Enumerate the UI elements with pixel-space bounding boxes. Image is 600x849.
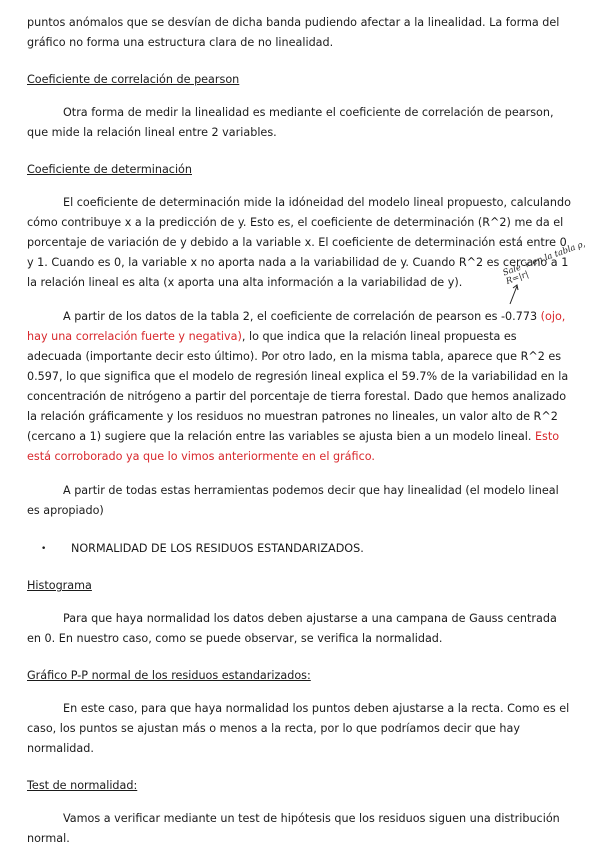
- analysis-text-2: , lo que indica que la relación lineal propuesta es adecuada (importante decir esto último). Por otro lado, en la misma tabla, aparece que R^2 es 0.597, lo que significa que el modelo de regresión lineal explica el 59.7% de la variabilidad en la concentración de nitrógeno a partir del porcentaje de tierra forestal. Dado que hemos analizado la relación gráficamente y los residuos no muestran patrones no lineales, un valor alto de R^2 (cercano a 1) sugiere que la relación entre las variables se ajusta bien a un modelo lineal.: [27, 330, 569, 443]
- normality-test-paragraph: Vamos a verificar mediante un test de hipótesis que los residuos siguen una distribución normal.: [27, 812, 560, 845]
- analysis-paragraph: [27, 307, 573, 467]
- analysis-red-note-2: Esto está corroborado ya que lo vimos anteriormente en el gráfico.: [27, 430, 560, 463]
- pp-plot-heading: Gráfico P-P normal de los residuos estandarizados:: [27, 669, 311, 682]
- arrow-up-icon: [506, 280, 524, 306]
- handwritten-margin-note: Sale + en la tabla ρ, R=|r|: [501, 239, 587, 287]
- bullet-icon: •: [41, 544, 47, 554]
- analysis-text-1: A partir de los datos de la tabla 2, el coeficiente de correlación de pearson es -0.773: [63, 310, 541, 323]
- normality-test-heading: Test de normalidad:: [27, 779, 138, 792]
- pp-plot-paragraph: En este caso, para que haya normalidad los puntos deben ajustarse a la recta. Como es el caso, los puntos se ajustan más o menos a la recta, por lo que podríamos decir que hay normalidad.: [27, 702, 570, 755]
- determination-heading: Coeficiente de determinación: [27, 163, 192, 176]
- pearson-heading: Coeficiente de correlación de pearson: [27, 73, 240, 86]
- histogram-heading: Histograma: [27, 579, 92, 592]
- determination-paragraph: El coeficiente de determinación mide la idóneidad del modelo lineal propuesto, calculando cómo contribuye x a la predicción de y. Esto es, el coeficiente de determinación (R^2) me da el porcentaje de variación de y debido a la variable x. El coeficiente de determinación está entre 0 y 1. Cuando es 0, la variable x no aporta nada a la variabilidad de y. Cuando R^2 es cercano a 1 la relación lineal es alta (x aporta una alta información a la variabilidad de y).: [27, 196, 571, 289]
- document-page: [27, 13, 573, 849]
- pearson-paragraph: Otra forma de medir la linealidad es mediante el coeficiente de correlación de pearson, que mide la relación lineal entre 2 variables.: [27, 106, 554, 139]
- section-title-text: NORMALIDAD DE LOS RESIDUOS ESTANDARIZADOS.: [71, 542, 364, 555]
- intro-paragraph: puntos anómalos que se desvían de dicha banda pudiendo afectar a la linealidad. La forma del gráfico no forma una estructura clara de no linealidad.: [27, 16, 560, 49]
- section-normality-title: [27, 539, 573, 559]
- conclusion-paragraph: A partir de todas estas herramientas podemos decir que hay linealidad (el modelo lineal es apropiado): [27, 484, 559, 517]
- analysis-red-note-1: (ojo, hay una correlación fuerte y negativa): [27, 310, 566, 343]
- histogram-paragraph: Para que haya normalidad los datos deben ajustarse a una campana de Gauss centrada en 0. En nuestro caso, como se puede observar, se verifica la normalidad.: [27, 612, 557, 645]
